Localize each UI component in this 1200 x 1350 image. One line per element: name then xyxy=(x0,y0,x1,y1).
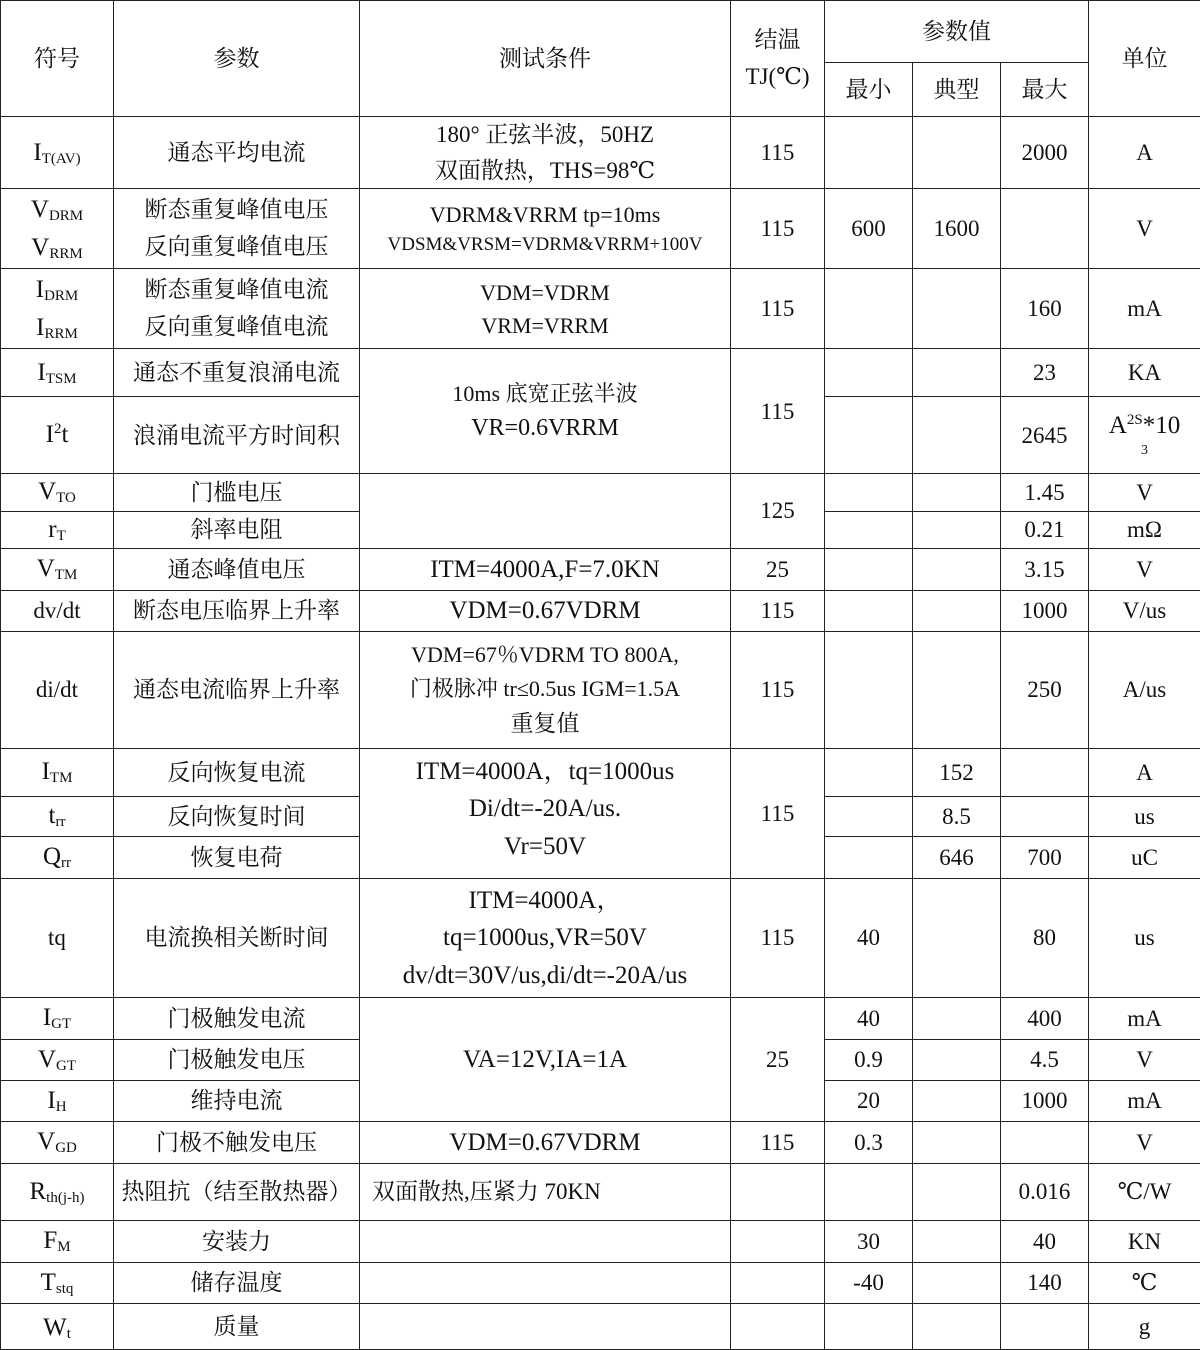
symbol-cell: di/dt xyxy=(1,631,114,748)
typ-cell xyxy=(913,1039,1001,1080)
table-row xyxy=(1,189,1200,269)
typ-cell xyxy=(913,349,1001,397)
min-cell xyxy=(825,590,913,631)
condition-cell: ITM=4000A，tq=1000us Di/dt=-20A/us. Vr=50V xyxy=(360,748,731,878)
unit-cell: KA xyxy=(1089,349,1200,397)
param-cell: 安装力 xyxy=(114,1220,360,1262)
param-cell: 质量 xyxy=(114,1303,360,1349)
param-cell: 通态不重复浪涌电流 xyxy=(114,349,360,397)
max-cell: 1000 xyxy=(1001,1080,1089,1121)
unit-cell: mA xyxy=(1089,1080,1200,1121)
header-typ: 典型 xyxy=(913,63,1001,117)
tj-cell: 25 xyxy=(731,548,825,590)
tj-cell: 115 xyxy=(731,590,825,631)
unit-cell: mΩ xyxy=(1089,511,1200,548)
unit-cell: uC xyxy=(1089,836,1200,878)
symbol-cell: $V_{TM}$ xyxy=(1,548,114,590)
tj-cell: 115 xyxy=(731,269,825,349)
min-cell xyxy=(825,474,913,511)
typ-cell xyxy=(913,1220,1001,1262)
table-row xyxy=(1,1163,1200,1220)
header-max: 最大 xyxy=(1001,63,1089,117)
unit-cell: ℃/W xyxy=(1089,1163,1200,1220)
condition-cell: VDRM&VRRM tp=10ms VDSM&VRSM=VDRM&VRRM+100V xyxy=(360,189,731,269)
tj-cell: 115 xyxy=(731,1121,825,1163)
unit-cell: $A^{2S}*10$ 3 xyxy=(1089,397,1200,474)
symbol-cell: $V_{DRM}$ $V_{RRM}$ xyxy=(1,189,114,269)
condition-cell: VDM=VDRM VRM=VRRM xyxy=(360,269,731,349)
min-cell xyxy=(825,748,913,796)
max-cell: 2000 xyxy=(1001,117,1089,189)
symbol-cell: $I_{T(AV)}$ xyxy=(1,117,114,189)
max-cell: 0.016 xyxy=(1001,1163,1089,1220)
typ-cell xyxy=(913,269,1001,349)
param-cell: 门极触发电压 xyxy=(114,1039,360,1080)
condition-cell xyxy=(360,474,731,549)
min-cell: 40 xyxy=(825,997,913,1039)
min-cell xyxy=(825,548,913,590)
typ-cell: 152 xyxy=(913,748,1001,796)
param-cell: 反向恢复电流 xyxy=(114,748,360,796)
condition-cell: VDM=67％VDRM TO 800A, 门极脉冲 tr≤0.5us IGM=1.5A 重复值 xyxy=(360,631,731,748)
min-cell xyxy=(825,631,913,748)
param-cell: 反向恢复时间 xyxy=(114,796,360,836)
unit-cell: us xyxy=(1089,796,1200,836)
table-row xyxy=(1,269,1200,349)
unit-cell: V/us xyxy=(1089,590,1200,631)
param-cell: 通态峰值电压 xyxy=(114,548,360,590)
min-cell: 40 xyxy=(825,878,913,997)
typ-cell xyxy=(913,1121,1001,1163)
tj-cell xyxy=(731,1262,825,1303)
condition-cell: 180° 正弦半波，50HZ 双面散热，THS=98℃ xyxy=(360,117,731,189)
table-row xyxy=(1,1303,1200,1349)
unit-cell: A xyxy=(1089,748,1200,796)
max-cell: 1000 xyxy=(1001,590,1089,631)
max-cell: 400 xyxy=(1001,997,1089,1039)
max-cell xyxy=(1001,1303,1089,1349)
unit-cell: g xyxy=(1089,1303,1200,1349)
typ-cell xyxy=(913,548,1001,590)
symbol-cell: $V_{GT}$ xyxy=(1,1039,114,1080)
min-cell xyxy=(825,349,913,397)
table-row xyxy=(1,1220,1200,1262)
table-row xyxy=(1,878,1200,997)
header-min: 最小 xyxy=(825,63,913,117)
min-cell xyxy=(825,836,913,878)
symbol-cell: $I_H$ xyxy=(1,1080,114,1121)
typ-cell xyxy=(913,878,1001,997)
unit-cell: A xyxy=(1089,117,1200,189)
typ-cell xyxy=(913,1303,1001,1349)
condition-cell: VDM=0.67VDRM xyxy=(360,590,731,631)
min-cell xyxy=(825,511,913,548)
max-cell: 0.21 xyxy=(1001,511,1089,548)
condition-cell xyxy=(360,1262,731,1303)
unit-cell: KN xyxy=(1089,1220,1200,1262)
typ-cell xyxy=(913,997,1001,1039)
min-cell: 30 xyxy=(825,1220,913,1262)
min-cell xyxy=(825,117,913,189)
symbol-cell: $I_{TM}$ xyxy=(1,748,114,796)
tj-cell: 115 xyxy=(731,878,825,997)
min-cell xyxy=(825,397,913,474)
tj-cell: 115 xyxy=(731,189,825,269)
table-row xyxy=(1,474,1200,511)
param-cell: 浪涌电流平方时间积 xyxy=(114,397,360,474)
typ-cell xyxy=(913,1080,1001,1121)
param-cell: 维持电流 xyxy=(114,1080,360,1121)
min-cell xyxy=(825,269,913,349)
condition-cell: VA=12V,IA=1A xyxy=(360,997,731,1121)
max-cell xyxy=(1001,189,1089,269)
condition-cell: ITM=4000A， tq=1000us,VR=50V dv/dt=30V/us,di/dt=-20A/us xyxy=(360,878,731,997)
param-cell: 门槛电压 xyxy=(114,474,360,511)
symbol-cell: $V_{GD}$ xyxy=(1,1121,114,1163)
table-row xyxy=(1,748,1200,796)
header-tj xyxy=(731,1,825,117)
header-symbol: 符号 xyxy=(1,1,114,117)
condition-cell: 10ms 底宽正弦半波 VR=0.6VRRM xyxy=(360,349,731,474)
max-cell: 3.15 xyxy=(1001,548,1089,590)
min-cell xyxy=(825,1303,913,1349)
header-tj-title: 结温 xyxy=(733,22,822,59)
unit-cell: us xyxy=(1089,878,1200,997)
max-cell xyxy=(1001,748,1089,796)
table-row xyxy=(1,1121,1200,1163)
symbol-cell: $W_t$ xyxy=(1,1303,114,1349)
table-row xyxy=(1,349,1200,397)
unit-cell: mA xyxy=(1089,997,1200,1039)
tj-cell: 115 xyxy=(731,631,825,748)
typ-cell xyxy=(913,590,1001,631)
symbol-cell: $I^2t$ xyxy=(1,397,114,474)
symbol-cell: $I_{DRM}$ $I_{RRM}$ xyxy=(1,269,114,349)
typ-cell xyxy=(913,1163,1001,1220)
symbol-cell: $I_{TSM}$ xyxy=(1,349,114,397)
min-cell: 600 xyxy=(825,189,913,269)
param-cell: 断态电压临界上升率 xyxy=(114,590,360,631)
unit-cell: mA xyxy=(1089,269,1200,349)
min-cell: -40 xyxy=(825,1262,913,1303)
typ-cell: 1600 xyxy=(913,189,1001,269)
tj-cell: 115 xyxy=(731,117,825,189)
param-cell: 热阻抗（结至散热器） xyxy=(114,1163,360,1220)
symbol-cell: $t_{rr}$ xyxy=(1,796,114,836)
min-cell: 0.9 xyxy=(825,1039,913,1080)
table-row xyxy=(1,631,1200,748)
condition-cell: 双面散热,压紧力 70KN xyxy=(360,1163,731,1220)
param-cell: 斜率电阻 xyxy=(114,511,360,548)
tj-cell xyxy=(731,1220,825,1262)
unit-cell: V xyxy=(1089,189,1200,269)
header-row xyxy=(1,1,1200,63)
table-row xyxy=(1,117,1200,189)
max-cell: 2645 xyxy=(1001,397,1089,474)
max-cell: 140 xyxy=(1001,1262,1089,1303)
symbol-cell: $r_T$ xyxy=(1,511,114,548)
symbol-cell: $R_{th(j-h)}$ xyxy=(1,1163,114,1220)
symbol-cell: $F_M$ xyxy=(1,1220,114,1262)
tj-cell: 115 xyxy=(731,349,825,474)
min-cell xyxy=(825,1163,913,1220)
condition-cell: VDM=0.67VDRM xyxy=(360,1121,731,1163)
param-cell: 断态重复峰值电压 反向重复峰值电压 xyxy=(114,189,360,269)
param-cell: 储存温度 xyxy=(114,1262,360,1303)
typ-cell xyxy=(913,397,1001,474)
typ-cell xyxy=(913,474,1001,511)
min-cell: 20 xyxy=(825,1080,913,1121)
header-param: 参数 xyxy=(114,1,360,117)
tj-cell: 125 xyxy=(731,474,825,549)
tj-cell xyxy=(731,1163,825,1220)
typ-cell: 8.5 xyxy=(913,796,1001,836)
condition-cell: ITM=4000A,F=7.0KN xyxy=(360,548,731,590)
max-cell: 160 xyxy=(1001,269,1089,349)
header-values: 参数值 xyxy=(825,1,1089,63)
max-cell xyxy=(1001,796,1089,836)
param-cell: 断态重复峰值电流 反向重复峰值电流 xyxy=(114,269,360,349)
max-cell: 23 xyxy=(1001,349,1089,397)
max-cell: 700 xyxy=(1001,836,1089,878)
unit-cell: V xyxy=(1089,1039,1200,1080)
header-unit: 单位 xyxy=(1089,1,1200,117)
condition-cell xyxy=(360,1303,731,1349)
max-cell: 40 xyxy=(1001,1220,1089,1262)
unit-cell: ℃ xyxy=(1089,1262,1200,1303)
symbol-cell: tq xyxy=(1,878,114,997)
param-cell: 恢复电荷 xyxy=(114,836,360,878)
header-condition: 测试条件 xyxy=(360,1,731,117)
table-row xyxy=(1,1262,1200,1303)
unit-cell: V xyxy=(1089,1121,1200,1163)
max-cell: 250 xyxy=(1001,631,1089,748)
max-cell: 4.5 xyxy=(1001,1039,1089,1080)
symbol-cell: $V_{TO}$ xyxy=(1,474,114,511)
min-cell xyxy=(825,796,913,836)
symbol-cell: $T_{stq}$ xyxy=(1,1262,114,1303)
tj-cell: 25 xyxy=(731,997,825,1121)
min-cell: 0.3 xyxy=(825,1121,913,1163)
symbol-cell: $Q_{rr}$ xyxy=(1,836,114,878)
max-cell xyxy=(1001,1121,1089,1163)
unit-cell: A/us xyxy=(1089,631,1200,748)
unit-cell: V xyxy=(1089,548,1200,590)
table-row xyxy=(1,548,1200,590)
param-cell: 门极不触发电压 xyxy=(114,1121,360,1163)
tj-cell: 115 xyxy=(731,748,825,878)
table-row xyxy=(1,590,1200,631)
symbol-cell: $I_{GT}$ xyxy=(1,997,114,1039)
max-cell: 80 xyxy=(1001,878,1089,997)
condition-cell xyxy=(360,1220,731,1262)
unit-cell: V xyxy=(1089,474,1200,511)
tj-cell xyxy=(731,1303,825,1349)
param-cell: 门极触发电流 xyxy=(114,997,360,1039)
symbol-cell: dv/dt xyxy=(1,590,114,631)
typ-cell: 646 xyxy=(913,836,1001,878)
typ-cell xyxy=(913,117,1001,189)
param-cell: 电流换相关断时间 xyxy=(114,878,360,997)
header-tj-unit: TJ(℃) xyxy=(733,59,822,96)
max-cell: 1.45 xyxy=(1001,474,1089,511)
typ-cell xyxy=(913,1262,1001,1303)
typ-cell xyxy=(913,631,1001,748)
table-row xyxy=(1,997,1200,1039)
typ-cell xyxy=(913,511,1001,548)
param-cell: 通态平均电流 xyxy=(114,117,360,189)
param-cell: 通态电流临界上升率 xyxy=(114,631,360,748)
